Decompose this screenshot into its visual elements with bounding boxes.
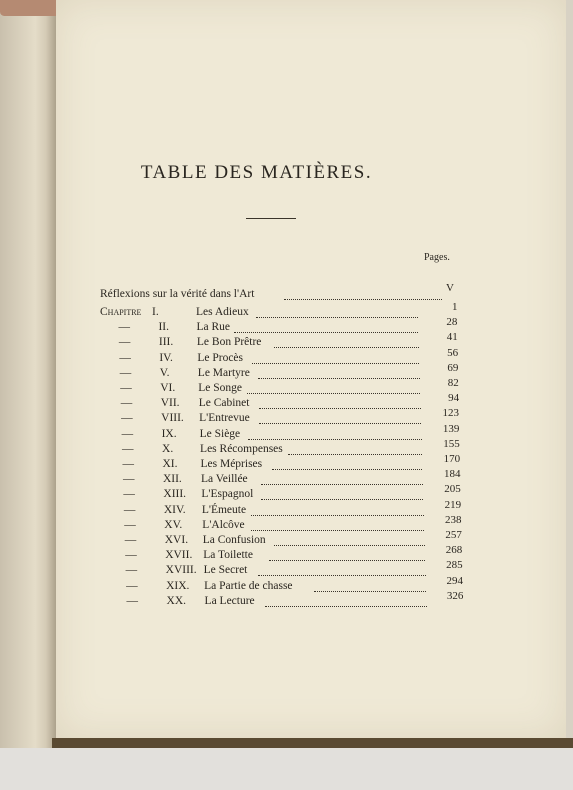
chapter-number: XI. xyxy=(162,458,178,470)
chapter-title: L'Alcôve xyxy=(202,518,245,531)
dot-leader xyxy=(288,453,422,455)
chapter-number: VIII. xyxy=(161,412,184,425)
dot-leader xyxy=(261,483,423,485)
ditto-dash: — xyxy=(125,549,137,562)
chapter-row xyxy=(106,498,486,519)
dot-leader xyxy=(251,529,424,531)
chapter-row xyxy=(108,559,488,579)
chapter-page: 41 xyxy=(446,331,458,344)
chapter-title: L'Espagnol xyxy=(201,488,254,501)
chapter-number: XIII. xyxy=(163,488,187,501)
ditto-dash: — xyxy=(122,473,135,486)
chapter-title: Les Méprises xyxy=(200,458,263,470)
ditto-dash: — xyxy=(121,427,134,440)
dot-leader xyxy=(274,346,419,348)
chapter-page: 257 xyxy=(445,529,462,541)
chapter-title: La Toilette xyxy=(203,549,253,562)
chapter-title: Le Bon Prêtre xyxy=(196,336,262,349)
chapter-title: Le Cabinet xyxy=(198,397,250,410)
chapter-title: Le Songe xyxy=(198,382,243,394)
chapter-row xyxy=(107,529,487,549)
chapter-title: La Lecture xyxy=(204,594,255,607)
ditto-dash: — xyxy=(126,594,139,607)
ditto-dash: — xyxy=(123,503,136,516)
chapter-page: 285 xyxy=(446,559,463,572)
chapter-page: 219 xyxy=(444,498,462,511)
dot-leader xyxy=(274,544,425,546)
chapter-page: 184 xyxy=(443,468,461,481)
chapter-title: Le Martyre xyxy=(197,366,250,379)
chapter-title: Les Adieux xyxy=(196,306,249,318)
ditto-dash: — xyxy=(123,488,135,501)
chapter-title: Les Récompenses xyxy=(200,442,283,455)
ditto-dash: — xyxy=(119,366,132,379)
chapter-title: La Veillée xyxy=(200,473,248,486)
chapter-page: 155 xyxy=(443,437,460,450)
chapter-title: La Rue xyxy=(196,321,230,334)
chapter-number: III. xyxy=(158,336,174,349)
chapter-page: 69 xyxy=(447,361,459,374)
chapter-number: XVII. xyxy=(165,549,193,562)
chapter-row xyxy=(102,377,482,397)
ditto-dash: — xyxy=(122,458,134,470)
ditto-dash: — xyxy=(126,579,138,592)
chapter-row xyxy=(105,468,485,488)
intro-title: Réflexions sur la vérité dans l'Art xyxy=(100,288,255,300)
chapter-page: 170 xyxy=(443,453,461,465)
chapter-label: Chapitre xyxy=(100,306,142,318)
chapter-number: V. xyxy=(159,366,170,379)
chapter-title: Le Procès xyxy=(197,351,244,364)
dot-leader xyxy=(259,422,421,424)
dot-leader xyxy=(265,605,427,607)
dot-leader xyxy=(247,392,420,394)
chapter-page: 94 xyxy=(448,392,460,405)
chapter-number: I. xyxy=(152,306,159,318)
chapter-number: XVIII. xyxy=(165,564,197,577)
chapter-row xyxy=(104,422,484,443)
chapter-page: 205 xyxy=(444,483,461,496)
chapter-row xyxy=(105,453,485,473)
chapter-number: XX. xyxy=(166,594,187,607)
ditto-dash: — xyxy=(121,412,133,425)
chapter-number: XIX. xyxy=(166,579,190,592)
chapter-page: 56 xyxy=(447,346,459,359)
chapter-row xyxy=(106,513,486,534)
chapter-number: VII. xyxy=(160,397,180,410)
chapter-page: 238 xyxy=(445,513,462,526)
chapter-page: 1 xyxy=(452,301,458,313)
chapter-title: Le Siège xyxy=(199,427,241,440)
dot-leader xyxy=(256,316,418,318)
dot-leader xyxy=(269,559,425,561)
ditto-dash: — xyxy=(120,382,132,394)
chapter-number: II. xyxy=(158,321,169,334)
chapter-row xyxy=(104,437,484,458)
dot-leader xyxy=(261,498,423,500)
ditto-dash: — xyxy=(118,321,130,334)
chapter-page: 326 xyxy=(446,589,464,602)
chapter-page: 28 xyxy=(446,316,458,329)
ditto-dash: — xyxy=(119,351,131,364)
chapter-title: La Partie de chasse xyxy=(204,579,293,592)
chapter-title: L'Émeute xyxy=(201,503,247,516)
ditto-dash: — xyxy=(118,336,131,349)
chapter-number: IV. xyxy=(159,351,173,364)
dot-leader xyxy=(314,590,426,592)
chapter-row xyxy=(102,361,482,382)
ditto-dash: — xyxy=(124,534,137,546)
chapter-title: L'Entrevue xyxy=(199,412,250,425)
chapter-page: 139 xyxy=(442,422,460,435)
page-title: TABLE DES MATIÈRES. xyxy=(140,162,373,183)
pages-column-header: Pages. xyxy=(424,252,450,263)
chapter-row xyxy=(103,392,483,412)
chapter-page: 82 xyxy=(447,377,459,389)
dot-leader xyxy=(251,514,424,516)
chapter-number: VI. xyxy=(160,382,176,394)
chapter-number: X. xyxy=(162,442,174,455)
ditto-dash: — xyxy=(120,397,133,410)
chapter-number: XV. xyxy=(164,518,183,531)
dot-leader xyxy=(248,438,421,440)
chapter-number: XVI. xyxy=(164,534,189,546)
ditto-dash: — xyxy=(122,442,134,455)
ditto-dash: — xyxy=(124,518,136,531)
dot-leader xyxy=(259,407,421,409)
dot-leader xyxy=(258,377,420,379)
chapter-row xyxy=(105,483,485,503)
chapter-row xyxy=(101,331,481,351)
chapter-row xyxy=(109,589,489,610)
ditto-dash: — xyxy=(125,564,138,577)
chapter-row xyxy=(108,574,488,595)
chapter-row xyxy=(107,544,487,564)
chapter-row xyxy=(103,407,483,427)
chapter-page: 268 xyxy=(445,544,463,557)
chapter-row xyxy=(101,346,481,367)
chapter-page: 123 xyxy=(442,407,459,420)
chapter-number: IX. xyxy=(161,427,177,440)
chapter-number: XII. xyxy=(162,473,182,486)
dot-leader xyxy=(258,574,426,576)
chapter-title: La Confusion xyxy=(202,534,266,546)
chapter-page: 294 xyxy=(446,574,463,587)
intro-page: V xyxy=(446,282,454,294)
dot-leader xyxy=(252,362,420,364)
chapter-row xyxy=(100,316,480,336)
dot-leader xyxy=(234,331,418,333)
chapter-row xyxy=(100,301,480,321)
chapter-title: Le Secret xyxy=(203,564,248,577)
chapter-number: XIV. xyxy=(163,503,186,516)
dot-leader xyxy=(272,468,423,470)
